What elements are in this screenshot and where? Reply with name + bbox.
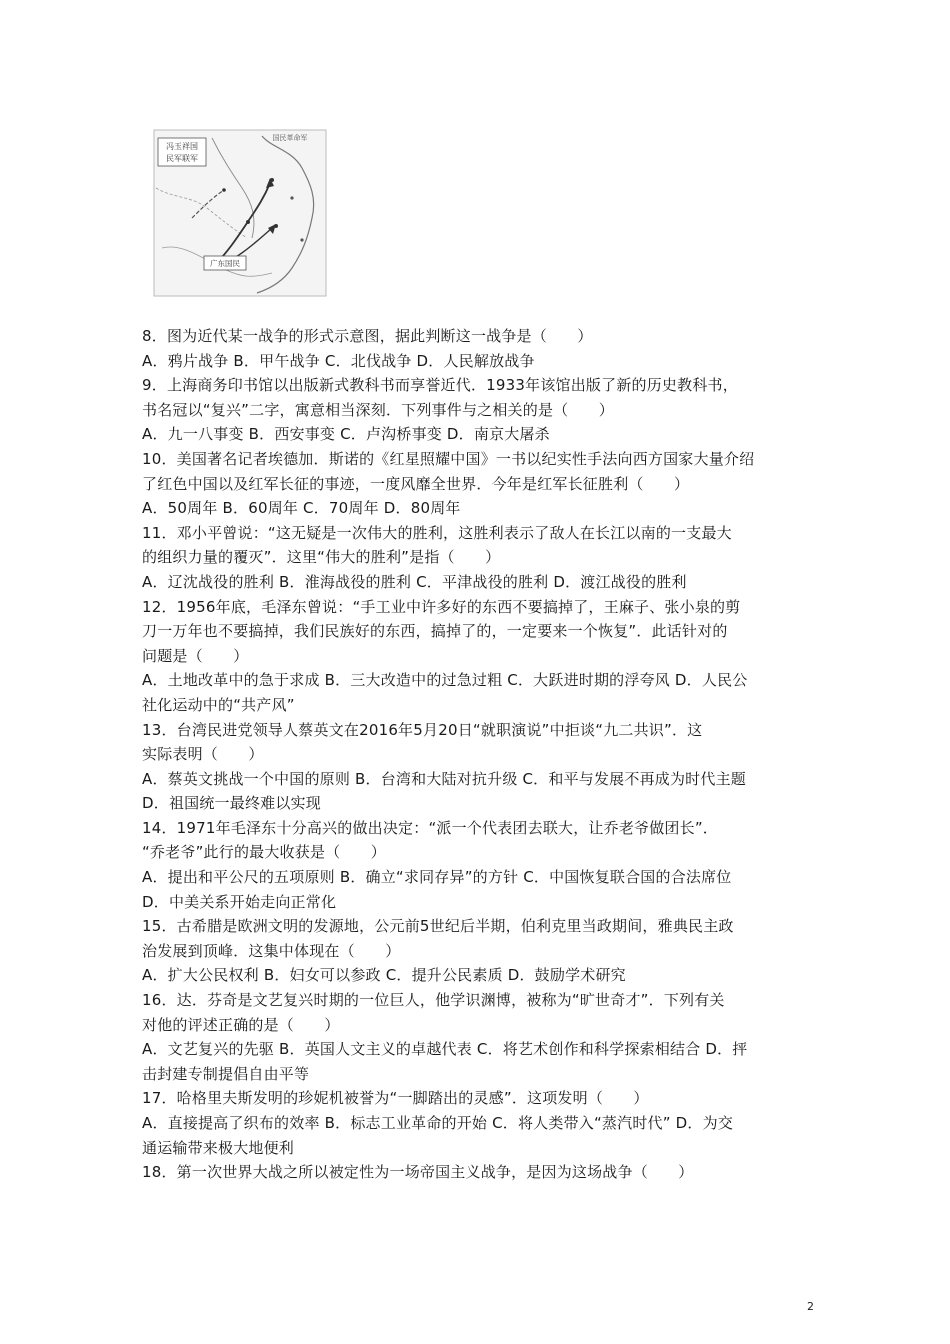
- text-line: D．中美关系开始走向正常化: [142, 892, 337, 911]
- text-line: 9．上海商务印书馆以出版新式教科书而享誉近代．1933年该馆出版了新的历史教科书，: [142, 376, 738, 395]
- text-line: 治发展到顶峰．这集中体现在（ ）: [142, 941, 401, 960]
- text-line: 8．图为近代某一战争的形式示意图，据此判断这一战争是（ ）: [142, 327, 593, 345]
- text-line: 16．达．芬奇是文艺复兴时期的一位巨人，他学识渊博，被称为“旷世奇才”．下列有关: [142, 991, 725, 1010]
- text-line: A．辽沈战役的胜利 B．淮海战役的胜利 C．平津战役的胜利 D．渡江战役的胜利: [142, 572, 687, 591]
- text-line: 了红色中国以及红军长征的事迹，一度风靡全世界．今年是红军长征胜利（ ）: [142, 474, 690, 493]
- text-line: 14．1971年毛泽东十分高兴的做出决定：“派一个代表团去联大，让乔老爷做团长”．: [142, 818, 719, 837]
- text-line: 18．第一次世界大战之所以被定性为一场帝国主义战争，是因为这场战争（ ）: [142, 1163, 694, 1182]
- text-line: A．土地改革中的急于求成 B．三大改造中的过急过粗 C．大跃进时期的浮夸风 D．人民公: [142, 671, 748, 690]
- text-line: A．直接提高了织布的效率 B．标志工业革命的开始 C．将人类带入“蒸汽时代” D．为交: [142, 1114, 734, 1132]
- map-label-army: 国民革命军: [272, 134, 308, 142]
- text-line: 11．邓小平曾说：“这无疑是一次伟大的胜利，这胜利表示了敌人在长江以南的一支最大: [142, 523, 732, 542]
- text-line: A．50周年 B．60周年 C．70周年 D．80周年: [142, 499, 461, 518]
- war-route-map: [152, 128, 328, 298]
- text-line: “乔老爷”此行的最大收获是（ ）: [142, 843, 386, 862]
- text-line: A．九一八事变 B．西安事变 C．卢沟桥事变 D．南京大屠杀: [142, 425, 550, 444]
- text-line: 17．哈格里夫斯发明的珍妮机被誉为“一脚踏出的灵感”．这项发明（ ）: [142, 1089, 649, 1108]
- map-label-guangdong: 广东国民: [210, 259, 240, 268]
- text-line: 15．古希腊是欧洲文明的发源地，公元前5世纪后半期，伯利克里当政期间，雅典民主政: [142, 917, 734, 936]
- text-line: 12．1956年底，毛泽东曾说：“手工业中许多好的东西不要搞掉了，王麻子、张小泉的剪: [142, 597, 741, 616]
- text-line: 刀一万年也不要搞掉，我们民族好的东西，搞掉了的，一定要来一个恢复”．此话针对的: [142, 622, 728, 641]
- text-line: 击封建专制提倡自由平等: [142, 1064, 310, 1083]
- text-line: 书名冠以“复兴”二字，寓意相当深刻．下列事件与之相关的是（ ）: [142, 400, 614, 419]
- text-line: 实际表明（ ）: [142, 745, 264, 764]
- text-line: A．蔡英文挑战一个中国的原则 B．台湾和大陆对抗升级 C．和平与发展不再成为时代主题: [142, 769, 746, 788]
- map-label-union: 民军联军: [166, 154, 198, 163]
- text-line: 通运输带来极大地便利: [142, 1138, 295, 1157]
- text-line: D．祖国统一最终难以实现: [142, 794, 321, 813]
- text-line: A．鸦片战争 B．甲午战争 C．北伐战争 D．人民解放战争: [142, 351, 535, 370]
- text-line: 对他的评述正确的是（ ）: [142, 1015, 340, 1034]
- text-line: 的组织力量的覆灭”．这里“伟大的胜利”是指（ ）: [142, 548, 501, 567]
- text-line: A．提出和平公尺的五项原则 B．确立“求同存异”的方针 C．中国恢复联合国的合法席位: [142, 868, 732, 887]
- text-line: 问题是（ ）: [142, 646, 249, 665]
- text-line: 社化运动中的“共产风”: [142, 695, 295, 714]
- question-text: [142, 324, 822, 1185]
- text-line: 13．台湾民进党领导人蔡英文在2016年5月20日“就职演说”中拒谈“九二共识”．这: [142, 720, 703, 739]
- page-number: 2: [807, 1300, 814, 1313]
- text-line: A．扩大公民权利 B．妇女可以参政 C．提升公民素质 D．鼓励学术研究: [142, 966, 626, 985]
- map-label-feng: 冯玉祥国: [166, 142, 198, 151]
- text-line: 10．美国著名记者埃德加．斯诺的《红星照耀中国》一书以纪实性手法向西方国家大量介绍: [142, 449, 755, 468]
- text-line: A．文艺复兴的先驱 B．英国人文主义的卓越代表 C．将艺术创作和科学探索相结合 D．抨: [142, 1040, 748, 1059]
